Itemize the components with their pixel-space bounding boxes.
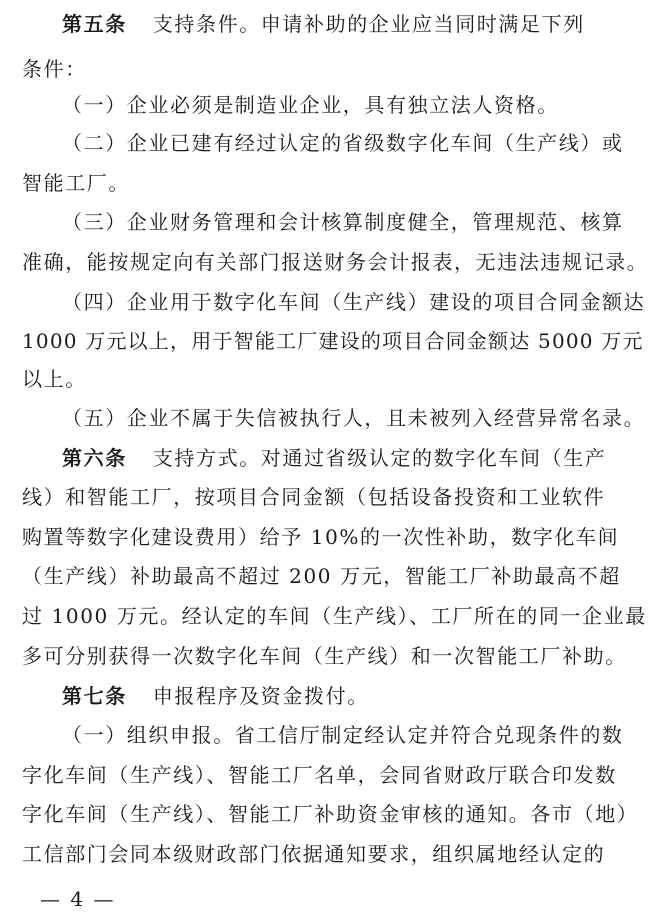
page-number: — 4 —: [40, 887, 116, 911]
article5-item-3-line-1: （三）企业财务管理和会计核算制度健全，管理规范、核算: [62, 210, 624, 234]
article7-item-1-line-4: 工信部门会同本级财政部门依据通知要求，组织属地经认定的: [22, 842, 606, 866]
article7-item-1-line-3: 字化车间（生产线）、智能工厂补助资金审核的通知。各市（地）: [22, 802, 639, 826]
article5-item-1: （一）企业必须是制造业企业，具有独立法人资格。: [62, 93, 559, 117]
article5-item-2-line-2: 智能工厂。: [22, 171, 130, 195]
article5-heading: 第五条: [62, 12, 127, 36]
article6-line-4: （生产线）补助最高不超过 200 万元，智能工厂补助最高不超: [22, 564, 621, 588]
article5-item-5: （五）企业不属于失信被执行人，且未被列入经营异常名录。: [62, 406, 646, 430]
article5-line-1: [0, 4, 668, 44]
article6-line-2: 线）和智能工厂，按项目合同金额（包括设备投资和工业软件: [22, 485, 606, 509]
article6-line-5: 过 1000 万元。经认定的车间（生产线）、工厂所在的同一企业最: [22, 604, 647, 628]
article7-text: 申报程序及资金拨付。: [152, 684, 369, 708]
article5-item-4-line-1: （四）企业用于数字化车间（生产线）建设的项目合同金额达: [62, 290, 646, 314]
article7-item-1-line-2: 字化车间（生产线）、智能工厂名单，会同省财政厅联合印发数: [22, 763, 617, 787]
article5-item-4-line-2: 1000 万元以上，用于智能工厂建设的项目合同金额达 5000 万元: [22, 329, 644, 353]
article7-item-1-line-1: （一）组织申报。省工信厅制定经认定并符合兑现条件的数: [62, 723, 624, 747]
article6-text: 支持方式。对通过省级认定的数字化车间（生产: [152, 446, 607, 470]
article5-item-4-line-3: 以上。: [22, 367, 87, 391]
article7-heading: 第七条: [62, 684, 127, 708]
article5-line-2: 条件：: [22, 57, 87, 81]
article5-item-3-line-2: 准确，能按规定向有关部门报送财务会计报表，无违法违规记录。: [22, 250, 649, 274]
article6-line-3: 购置等数字化建设费用）给予 10%的一次性补助，数字化车间: [22, 525, 620, 549]
article6-line-6: 多可分别获得一次数字化车间（生产线）和一次智能工厂补助。: [22, 644, 627, 668]
article6-heading: 第六条: [62, 446, 127, 470]
article5-text: 支持条件。申请补助的企业应当同时满足下列: [152, 12, 585, 36]
article7-line-1: [0, 676, 668, 716]
article5-item-2-line-1: （二）企业已建有经过认定的省级数字化车间（生产线）或: [62, 131, 624, 155]
article6-line-1: [0, 438, 668, 478]
